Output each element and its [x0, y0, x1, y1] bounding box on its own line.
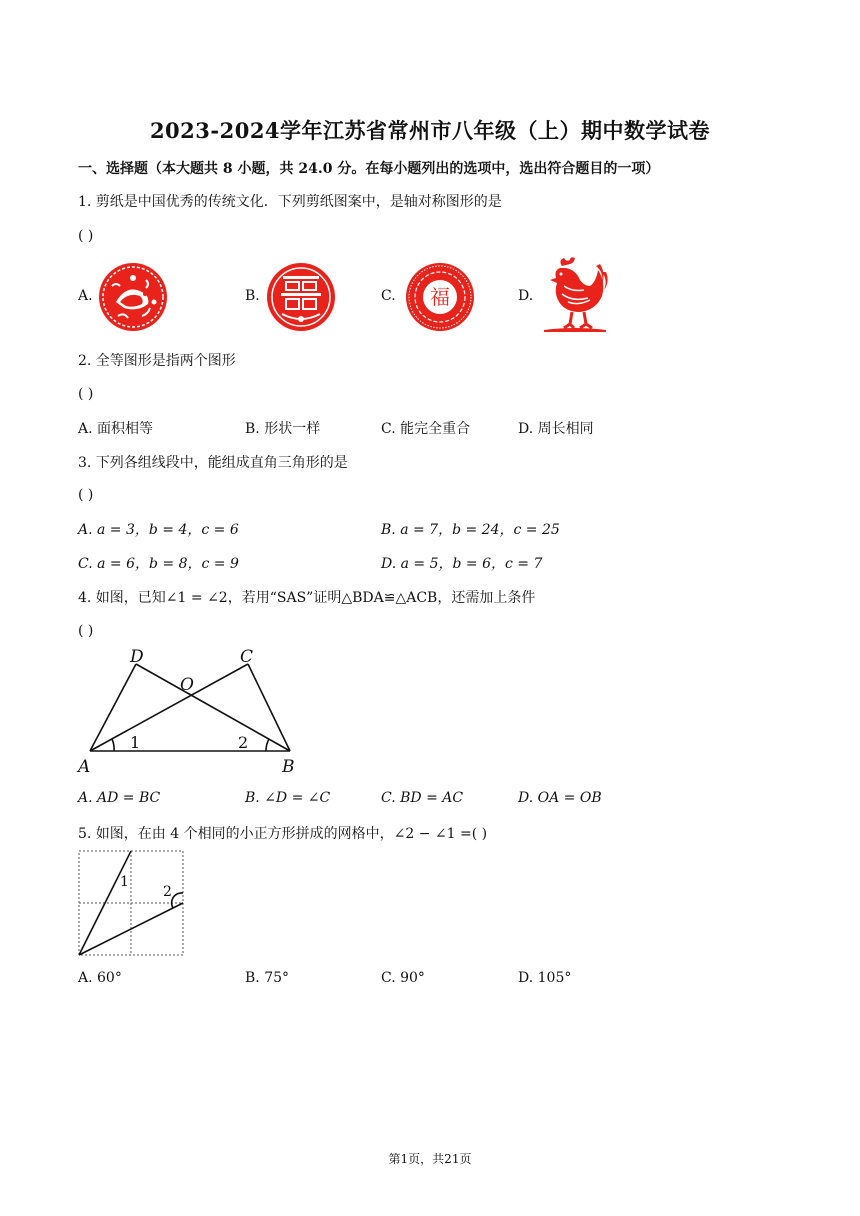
q3-option-a: A. a = 3，b = 4，c = 6	[78, 522, 239, 538]
label-angle-2: 2	[163, 884, 172, 900]
page-footer: 第1页，共21页	[388, 1152, 472, 1166]
q2-option-c: C. 能完全重合	[381, 421, 471, 437]
question-2-stem: 2. 全等图形是指两个图形	[78, 353, 236, 369]
question-5-stem: 5. 如图，在由 4 个相同的小正方形拼成的网格中，∠2 − ∠1 =( )	[78, 826, 488, 842]
label-angle-2: 2	[238, 733, 249, 752]
question-4-stem: 4. 如图，已知∠1 = ∠2，若用“SAS”证明△BDA≌△ACB，还需加上条件	[78, 590, 536, 606]
angle-2-arc	[266, 739, 269, 751]
question-1-stem: 1. 剪纸是中国优秀的传统文化．下列剪纸图案中，是轴对称图形的是	[78, 194, 502, 210]
question-3-paren: ( )	[78, 487, 94, 503]
question-4-paren: ( )	[78, 623, 94, 639]
angle-1-arc	[112, 739, 114, 751]
label-angle-1: 1	[130, 733, 141, 752]
q4-option-d: D. OA = OB	[518, 790, 602, 806]
q1-option-a: A.	[78, 288, 93, 304]
label-angle-1: 1	[120, 874, 129, 890]
q5-option-c: C. 90°	[381, 970, 425, 986]
question-4-figure	[76, 644, 306, 779]
question-5-grid-figure	[78, 850, 186, 958]
q2-option-b: B. 形状一样	[245, 421, 321, 437]
q3-option-b: B. a = 7，b = 24，c = 25	[381, 522, 560, 538]
page-title: 2023-2024学年江苏省常州市八年级（上）期中数学试卷	[149, 118, 711, 143]
papercut-bird-image	[98, 262, 168, 332]
segment-bd	[136, 664, 290, 751]
segment-bc	[248, 664, 290, 751]
label-d: D	[130, 647, 144, 667]
label-o: O	[180, 675, 194, 695]
question-2-paren: ( )	[78, 386, 94, 402]
label-b: B	[282, 757, 295, 777]
papercut-rooster-image	[540, 256, 610, 334]
papercut-double-happiness-image	[266, 262, 336, 332]
q3-option-c: C. a = 6，b = 8，c = 9	[78, 556, 239, 572]
question-3-stem: 3. 下列各组线段中，能组成直角三角形的是	[78, 455, 348, 471]
q4-option-b: B. ∠D = ∠C	[245, 790, 331, 806]
question-1-paren: ( )	[78, 228, 94, 244]
q4-option-c: C. BD = AC	[381, 790, 464, 806]
q1-option-c: C.	[381, 288, 396, 304]
label-c: C	[240, 647, 254, 667]
papercut-fu-image	[405, 262, 475, 332]
q3-option-d: D. a = 5，b = 6，c = 7	[381, 556, 543, 572]
fu-character: 福	[430, 285, 450, 309]
q2-option-d: D. 周长相同	[518, 421, 594, 437]
q5-option-d: D. 105°	[518, 970, 572, 986]
q1-option-b: B.	[245, 288, 260, 304]
q4-option-a: A. AD = BC	[78, 790, 161, 806]
label-a: A	[78, 757, 91, 777]
q5-option-a: A. 60°	[78, 970, 122, 986]
q2-option-a: A. 面积相等	[78, 421, 154, 437]
section-heading: 一、选择题（本大题共 8 小题，共 24.0 分。在每小题列出的选项中，选出符合题目的一项）	[78, 161, 660, 177]
q1-option-d: D.	[518, 288, 534, 304]
q5-option-b: B. 75°	[245, 970, 290, 986]
